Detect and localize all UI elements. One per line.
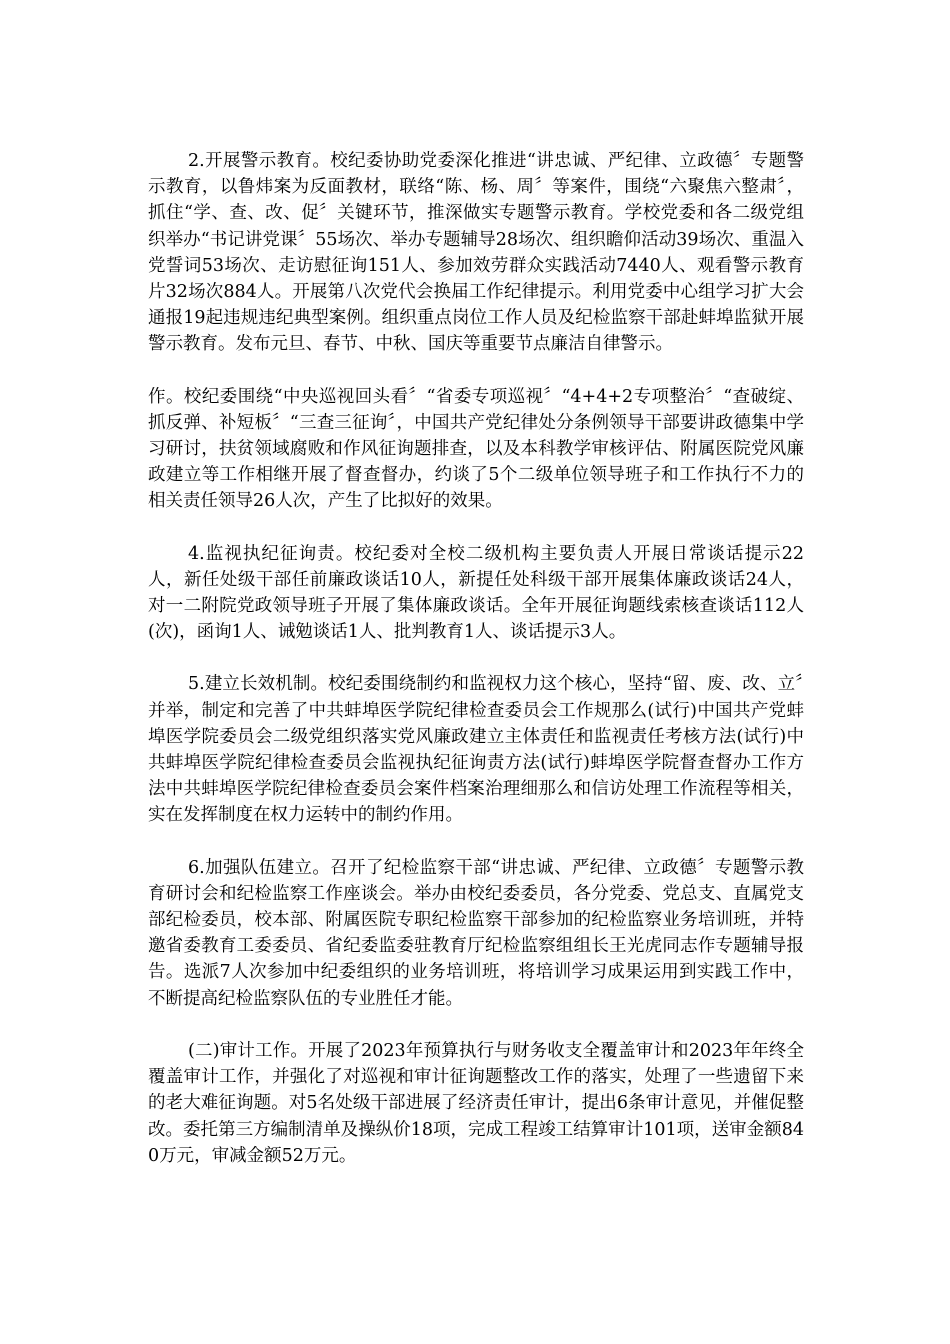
paragraph-team-building: 6.加强队伍建立。召开了纪检监察干部“讲忠诚、严纪律、立政德〞专题警示教育研讨会和纪检监察工作座谈会。举办由校纪委委员，各分党委、党总支、直属党支部纪检委员，校本部、附属医院专职纪检监察干部参加的纪检监察业务培训班，并特邀省委教育工委委员、省纪委监委驻教育厅纪检监察组组长王光虎同志作专题辅导报告。选派7人次参加中纪委组织的业务培训班，将培训学习成果运用到实践工作中，不断提高纪检监察队伍的专业胜任才能。	[148, 857, 804, 1009]
paragraph-audit-work: (二)审计工作。开展了2023年预算执行与财务收支全覆盖审计和2023年年终全覆盖审计工作，并强化了对巡视和审计征询题整改工作的落实，处理了一些遗留下来的老大难征询题。对5名处级干部进展了经济责任审计，提出6条审计意见，并催促整改。委托第三方编制清单及操纵价18项，完成工程竣工结算审计101项，送审金额840万元，审减金额52万元。	[148, 1040, 804, 1166]
paragraph-accountability: 4.监视执纪征询责。校纪委对全校二级机构主要负责人开展日常谈话提示22人，新任处级干部任前廉政谈话10人，新提任处科级干部开展集体廉政谈话24人，对一二附院党政领导班子开展了集体廉政谈话。全年开展征询题线索核查谈话112人(次)，函询1人、诫勉谈话1人、批判教育1人、谈话提示3人。	[148, 543, 804, 643]
paragraph-supervision-work: 作。校纪委围绕“中央巡视回头看〞“省委专项巡视〞“4+4+2专项整治〞“查破绽、抓反弹、补短板〞“三查三征询〞，中国共产党纪律处分条例领导干部要讲政德集中学习研讨，扶贫领域腐败和作风征询题排查，以及本科教学审核评估、附属医院党风廉政建立等工作相继开展了督查督办，约谈了5个二级单位领导班子和工作执行不力的相关责任领导26人次，产生了比拟好的效果。	[148, 386, 804, 512]
paragraph-long-term-mechanism: 5.建立长效机制。校纪委围绕制约和监视权力这个核心，坚持“留、废、改、立〞并举，制定和完善了中共蚌埠医学院纪律检查委员会工作规那么(试行)中国共产党蚌埠医学院委员会二级党组织落实党风廉政建立主体责任和监视责任考核方法(试行)中共蚌埠医学院纪律检查委员会监视执纪征询责方法(试行)蚌埠医学院督查督办工作方法中共蚌埠医学院纪律检查委员会案件档案治理细那么和信访处理工作流程等相关，实在发挥制度在权力运转中的制约作用。	[148, 674, 804, 826]
paragraph-warning-education: 2.开展警示教育。校纪委协助党委深化推进“讲忠诚、严纪律、立政德〞专题警示教育，以鲁炜案为反面教材，联络“陈、杨、周〞等案件，围绕“六聚焦六整肃〞，抓住“学、查、改、促〞关键环节，推深做实专题警示教育。学校党委和各二级党组织举办“书记讲党课〞55场次、举办专题辅导28场次、组织瞻仰活动39场次、重温入党誓词53场次、走访慰征询151人、参加效劳群众实践活动7440人、观看警示教育片32场次884人。开展第八次党代会换届工作纪律提示。利用党委中心组学习扩大会通报19起违规违纪典型案例。组织重点岗位工作人员及纪检监察干部赴蚌埠监狱开展警示教育。发布元旦、春节、中秋、国庆等重要节点廉洁自律警示。	[148, 151, 804, 355]
document-page	[148, 148, 804, 1169]
